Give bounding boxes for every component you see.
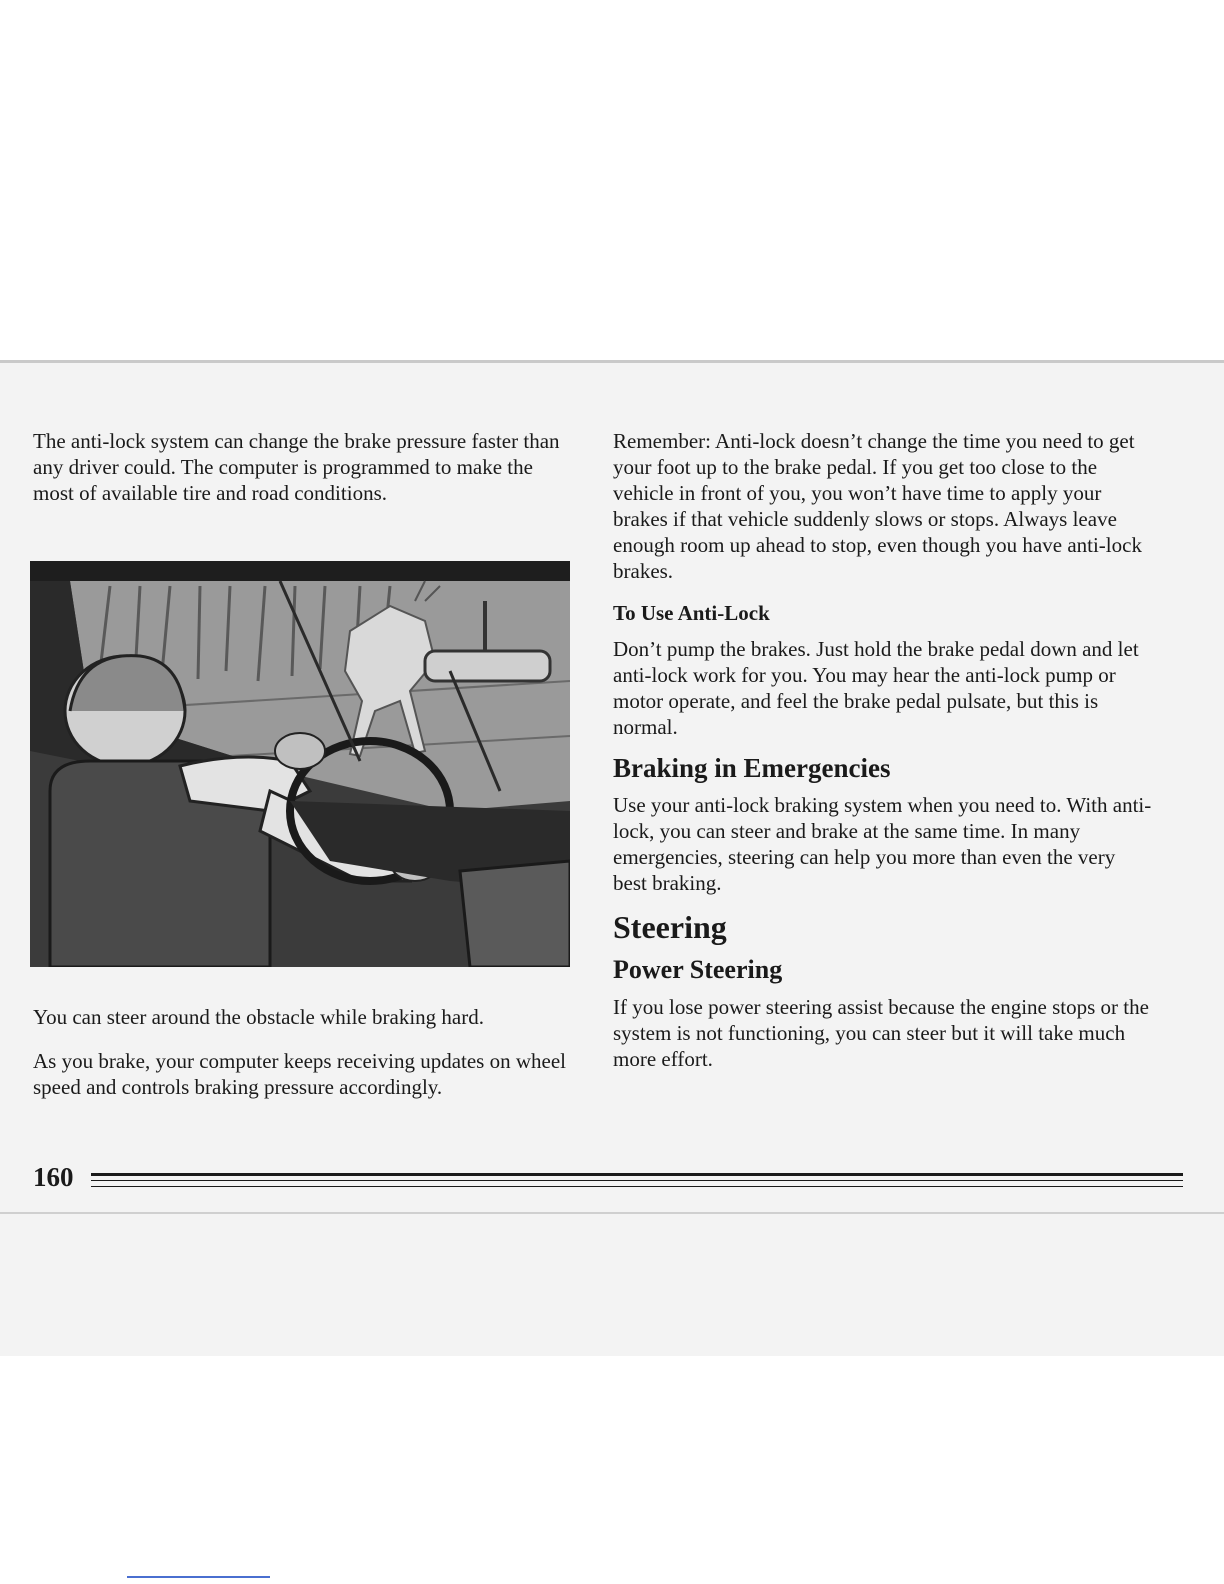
right-column xyxy=(613,428,1153,1072)
paragraph-to-use-anti-lock: Don’t pump the brakes. Just hold the brake pedal down and let anti-lock work for you. You may hear the anti-lock pump or motor operate, and feel the brake pedal pulsate, but this is normal. xyxy=(613,637,1139,739)
paragraph-computer-updates: As you brake, your computer keeps receiving updates on wheel speed and controls braking pressure accordingly. xyxy=(33,1049,566,1099)
paragraph-power-steering: If you lose power steering assist because the engine stops or the system is not functioning, you can steer but it will take much more effort. xyxy=(613,995,1149,1071)
footer-rule-thin xyxy=(91,1180,1183,1181)
paragraph-braking-emergencies: Use your anti-lock braking system when you need to. With anti-lock, you can steer and brake at the same time. In many emergencies, steering can help you more than even the very best braking. xyxy=(613,793,1152,895)
footer-rule-thin-2 xyxy=(91,1186,1183,1187)
left-column-lower xyxy=(33,1004,573,1100)
heading-steering: Steering xyxy=(613,909,727,945)
paragraph-remember: Remember: Anti-lock doesn’t change the time you need to get your foot up to the brake pedal. If you get too close to the vehicle in front of you, you won’t have time to apply your brakes if that vehicle suddenly slows or stops. Always leave enough room up ahead to stop, even though you have anti-lock brakes. xyxy=(613,429,1142,583)
heading-braking-in-emergencies: Braking in Emergencies xyxy=(613,753,891,783)
heading-power-steering: Power Steering xyxy=(613,955,783,984)
page-bottom-edge xyxy=(0,1212,1224,1214)
left-column xyxy=(33,428,573,506)
scan-artifact-line xyxy=(127,1576,270,1578)
intro-paragraph: The anti-lock system can change the brake pressure faster than any driver could. The computer is programmed to make the most of available tire and road conditions. xyxy=(33,429,560,505)
page-footer xyxy=(33,1158,1151,1198)
subheading-to-use-anti-lock: To Use Anti-Lock xyxy=(613,601,770,625)
page-top-edge xyxy=(0,360,1224,363)
page-number: 160 xyxy=(33,1162,74,1192)
footer-rule-thick xyxy=(91,1173,1183,1176)
figure-caption: You can steer around the obstacle while braking hard. xyxy=(33,1005,484,1029)
driver-braking-illustration xyxy=(30,561,570,967)
